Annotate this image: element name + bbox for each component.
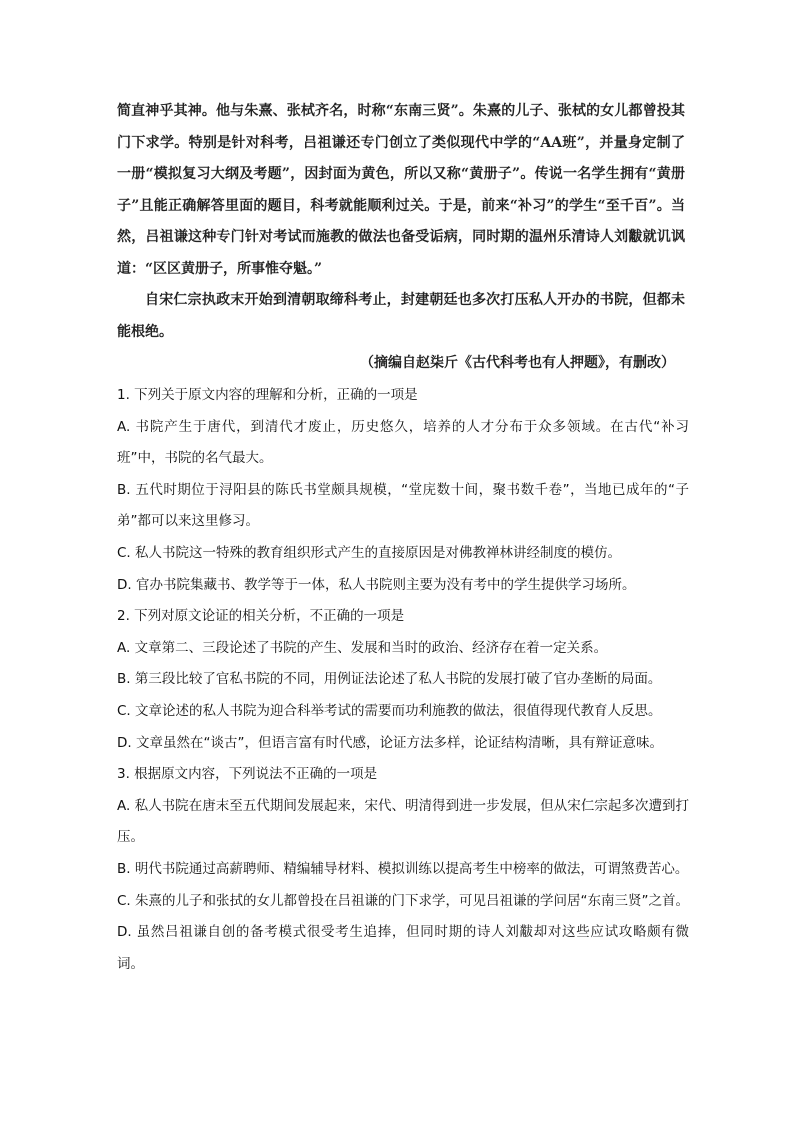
- passage-paragraph-2: 自宋仁宗执政末开始到清朝取缔科考止，封建朝廷也多次打压私人开办的书院，但都未能根绝。: [117, 292, 685, 340]
- question-1-option-b: B. 五代时期位于浔阳县的陈氏书堂颇具规模，“堂庑数十间，聚书数千卷”，当地已成年的“子弟”都可以来这里修习。: [117, 481, 689, 530]
- question-2-stem: 2. 下列对原文论证的相关分析，不正确的一项是: [117, 608, 405, 625]
- question-1-option-c: C. 私人书院这一特殊的教育组织形式产生的直接原因是对佛教禅林讲经制度的模仿。: [117, 544, 622, 561]
- question-2-option-b: B. 第三段比较了官私书院的不同，用例证法论述了私人书院的发展打破了官办垄断的局面。: [117, 671, 662, 688]
- question-1-option-a: A. 书院产生于唐代，到清代才废止，历史悠久，培养的人才分布于众多领域。在古代“补习班”中，书院的名气最大。: [117, 418, 689, 467]
- passage-paragraph-1: 简直神乎其神。他与朱熹、张栻齐名，时称“东南三贤”。朱熹的儿子、张栻的女儿都曾投其门下求学。特别是针对科考，吕祖谦还专门创立了类似现代中学的“AA班”，并量身定制了一册“模拟复习大纲及考题”，因封面为黄色，所以又称“黄册子”。传说一名学生拥有“黄册子”且能正确解答里面的题目，科考就能顺利过关。于是，前来“补习”的学生“至千百”。当然，吕祖谦这种专门针对考试而施教的做法也备受诟病，同时期的温州乐清诗人刘黻就讥讽道：“区区黄册子，所事惟夺魁。”: [117, 103, 685, 277]
- question-2-option-d: D. 文章虽然在“谈古”，但语言富有时代感，论证方法多样，论证结构清晰，具有辩证意味。: [117, 734, 663, 751]
- question-1-stem: 1. 下列关于原文内容的理解和分析，正确的一项是: [117, 387, 418, 403]
- question-3-option-b: B. 明代书院通过高薪聘师、精编辅导材料、模拟训练以提高考生中榜率的做法，可谓煞费苦心。: [117, 860, 689, 877]
- passage-source-citation: （摘编自赵柒斤《古代科考也有人押题》，有删改）: [360, 355, 675, 371]
- question-3-option-a: A. 私人书院在唐末至五代期间发展起来，宋代、明清得到进一步发展，但从宋仁宗起多次遭到打压。: [117, 797, 689, 846]
- question-3-stem: 3. 根据原文内容，下列说法不正确的一项是: [117, 766, 378, 783]
- question-3-option-c: C. 朱熹的儿子和张拭的女儿都曾投在吕祖谦的门下求学，可见吕祖谦的学问居“东南三贤”之首。: [117, 892, 689, 909]
- question-3-option-d: D. 虽然吕祖谦自创的备考模式很受考生追捧，但同时期的诗人刘黻却对这些应试攻略颇有微词。: [117, 924, 689, 972]
- question-2-option-c: C. 文章论述的私人书院为迎合科举考试的需要而功利施教的做法，很值得现代教育人反思。: [117, 702, 662, 719]
- question-list: [117, 380, 689, 980]
- question-2-option-a: A. 文章第二、三段论述了书院的产生、发展和当时的政治、经济存在着一定关系。: [117, 639, 608, 656]
- question-1-option-d: D. 官办书院集藏书、教学等于一体，私人书院则主要为没有考中的学生提供学习场所。: [117, 576, 636, 593]
- reading-passage: [117, 96, 685, 380]
